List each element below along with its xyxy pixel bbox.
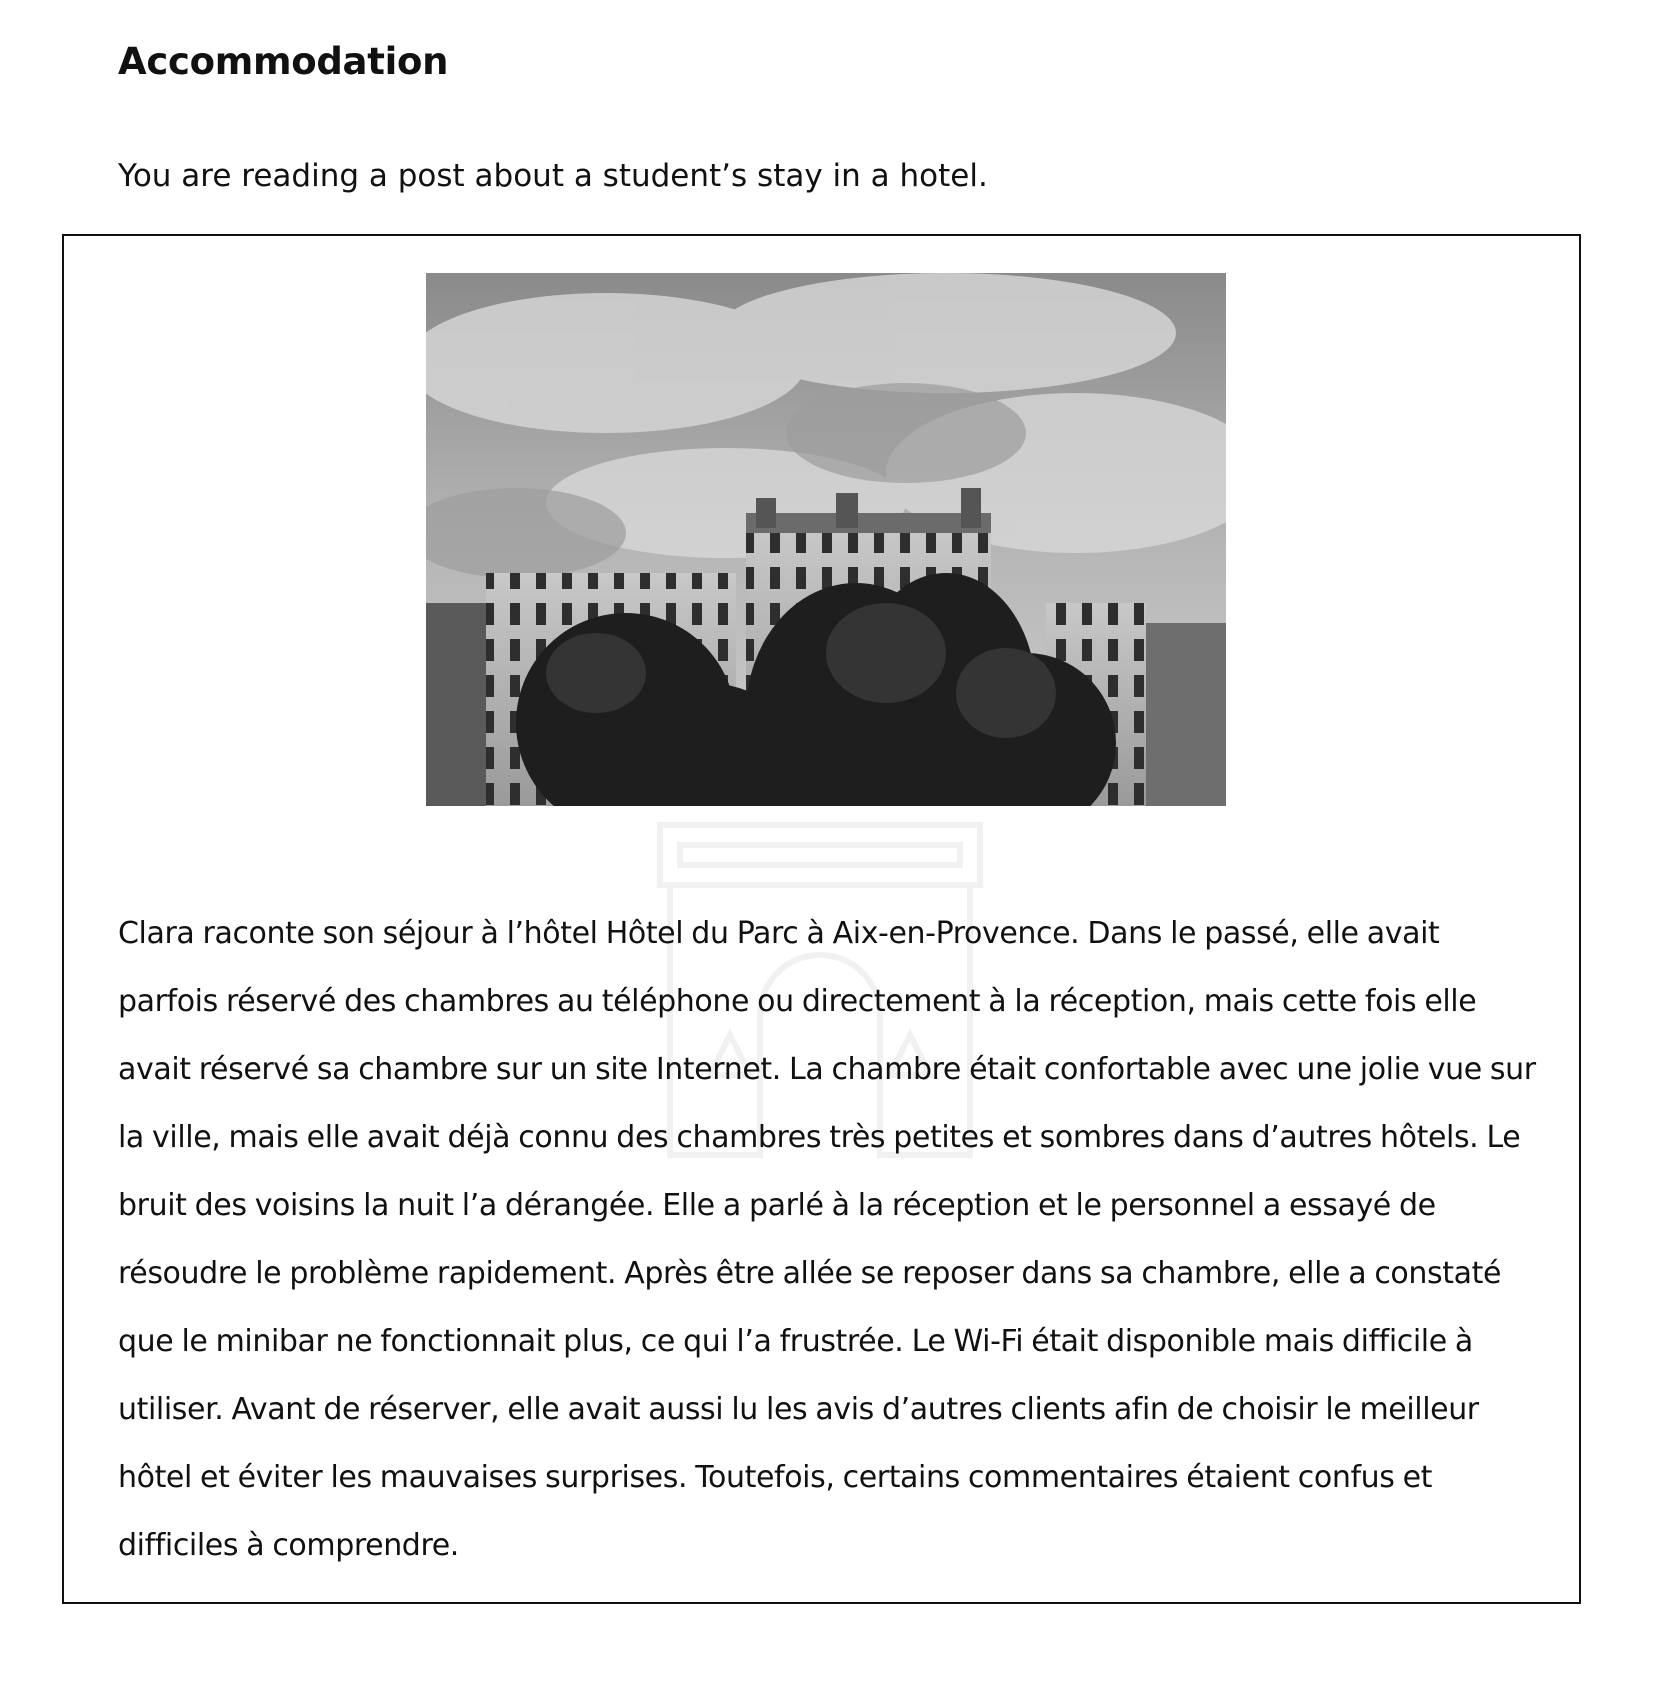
intro-text: You are reading a post about a student’s stay in a hotel. [118,158,988,194]
post-body-text: Clara raconte son séjour à l’hôtel Hôtel du Parc à Aix-en-Provence. Dans le passé, elle avait parfois réservé des chambres au téléphone ou directement à la réception, mais cette fois elle avait réservé sa chambre sur un site Internet. La chambre était confortable avec une jolie vue sur la ville, mais elle avait déjà connu des chambres très petites et sombres dans d’autres hôtels. Le bruit des voisins la nuit l’a dérangée. Elle a parlé à la réception et le personnel a essayé de résoudre le problème rapidement. Après être allée se reposer dans sa chambre, elle a constaté que le minibar ne fonctionnait plus, ce qui l’a frustrée. Le Wi-Fi était disponible mais difficile à utiliser. Avant de réserver, elle avait aussi lu les avis d’autres clients afin de choisir le meilleur hôtel et éviter les mauvaises surprises. Toutefois, certains commentaires étaient confus et difficiles à comprendre. [118,916,1536,1563]
page-title: Accommodation [118,40,449,83]
hotel-photo [426,273,1226,806]
